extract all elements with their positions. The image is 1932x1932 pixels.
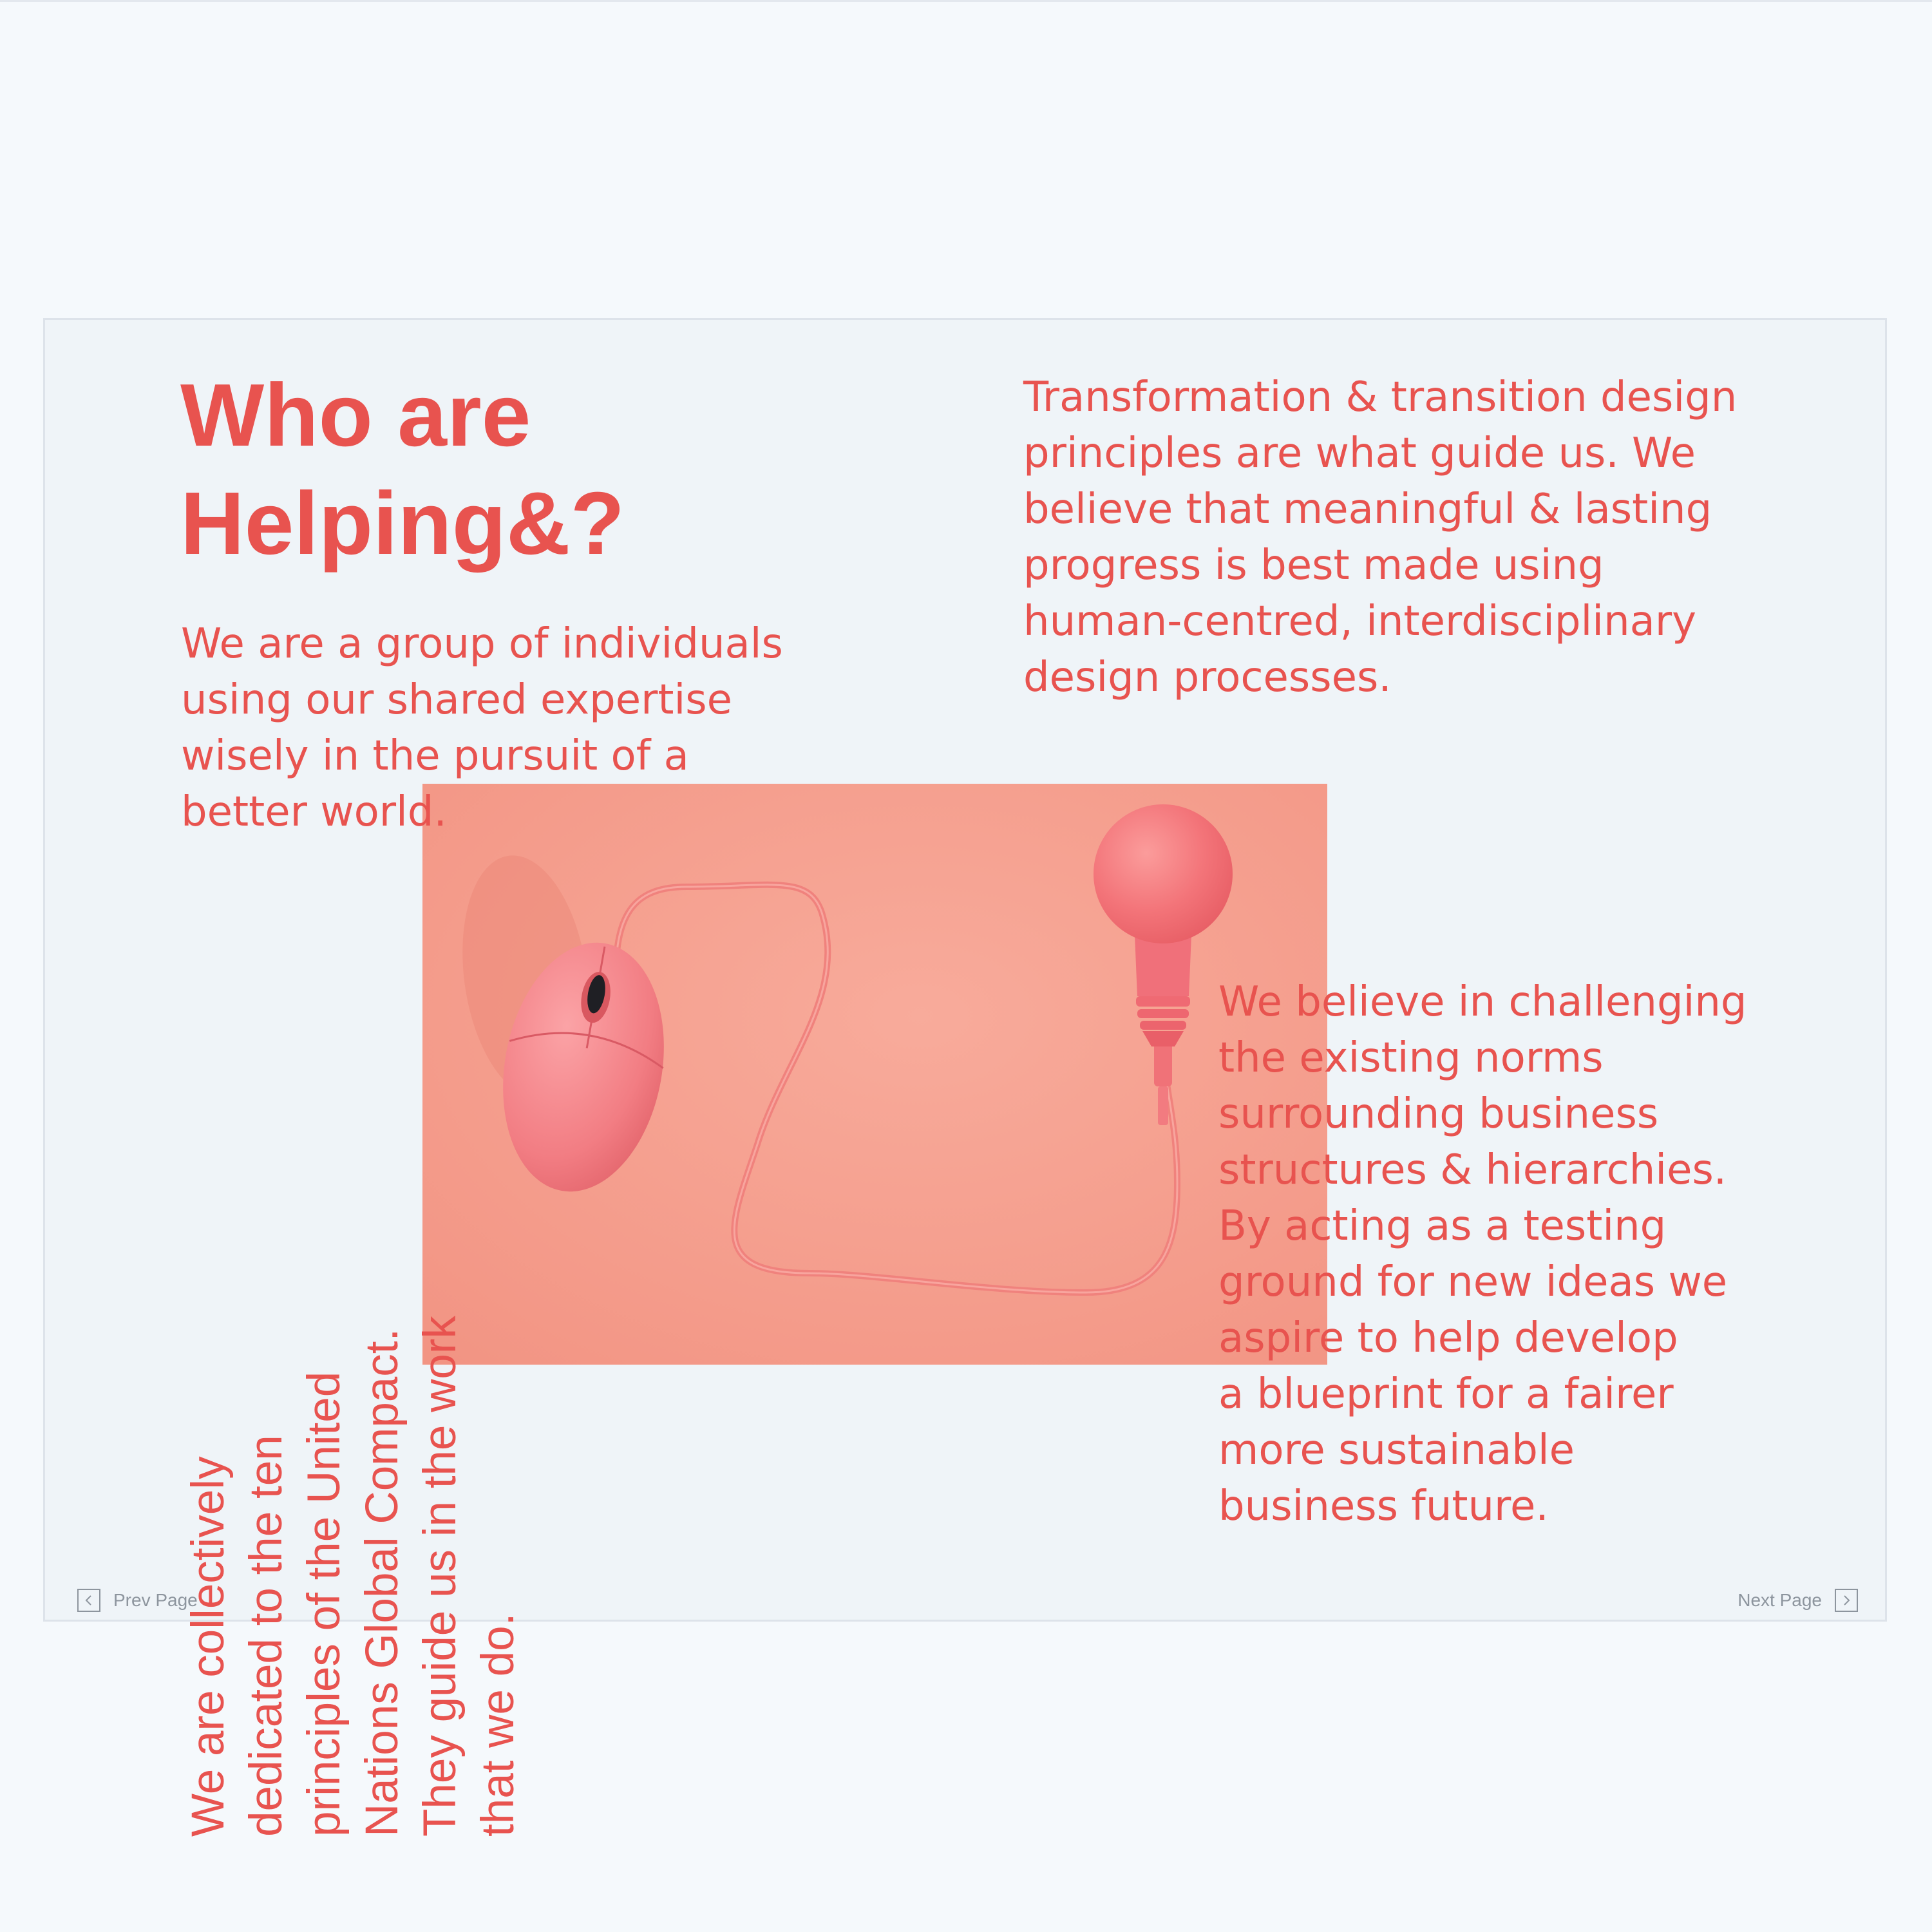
next-page-button[interactable] xyxy=(1738,1589,1858,1612)
prev-page-label: Prev Page xyxy=(113,1590,198,1610)
page-title: Who are Helping&? xyxy=(180,366,625,573)
prev-page-button[interactable] xyxy=(77,1589,198,1612)
brochure-page xyxy=(43,318,1887,1837)
vertical-compact-text: We are collectively dedicated to the ten principles of the United Nations Global Compact. They guide us in the work that we do. xyxy=(183,1315,524,1837)
top-divider xyxy=(0,0,1932,2)
mouse-lightbulb-photo xyxy=(422,784,1327,1365)
intro-paragraph: We are a group of individuals using our shared expertise wisely in the pursuit of a better world. xyxy=(181,620,783,836)
chevron-right-icon xyxy=(1835,1589,1858,1612)
principles-paragraph: Transformation & transition design principles are what guide us. We believe that meaningful & lasting progress is best made using human-centred, interdisciplinary design processes. xyxy=(1023,374,1738,701)
chevron-left-icon xyxy=(77,1589,100,1612)
next-page-label: Next Page xyxy=(1738,1590,1822,1610)
belief-paragraph: We believe in challenging the existing norms surrounding business structures & hierarchies. By acting as a testing ground for new ideas we aspire to help develop a blueprint for a fairer more sustainable business future. xyxy=(1218,978,1747,1530)
